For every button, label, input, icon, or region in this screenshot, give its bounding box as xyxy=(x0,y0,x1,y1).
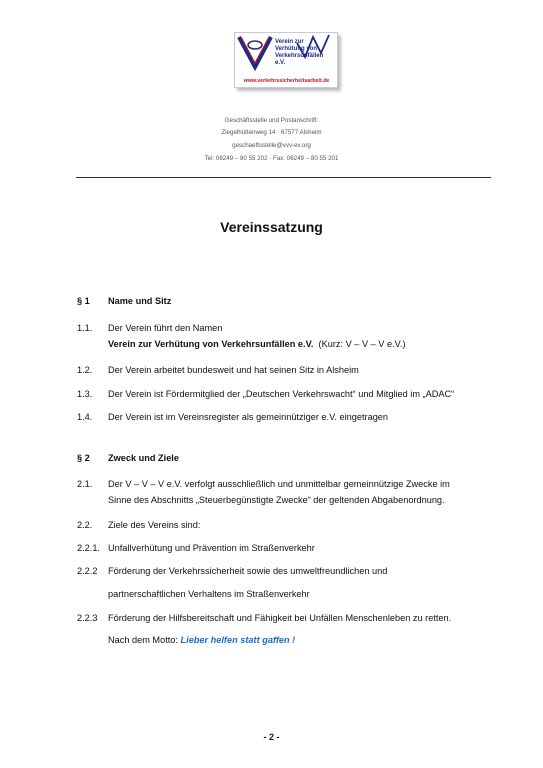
logo-line-3: Verkehrsunfällen e.V. xyxy=(275,53,324,66)
item-1-4-text: Der Verein ist im Vereinsregister als gemeinnütziger e.V. eingetragen xyxy=(108,412,389,422)
item-1-1-name-line xyxy=(108,339,406,349)
section-2-heading: Zweck und Ziele xyxy=(108,453,179,463)
motto-label: Nach dem Motto: xyxy=(108,635,178,645)
item-2-1-line-1: Der V – V – V e.V. verfolgt ausschließlich und unmittelbar gemeinnützige Zwecke im xyxy=(108,479,450,489)
item-2-1-line-2: Sinne des Abschnitts „Steuerbegünstigte Zwecke“ der geltenden Abgabenordnung. xyxy=(108,495,445,505)
logo-line-2: Verhütung von xyxy=(275,46,317,52)
item-2-1-number: 2.1. xyxy=(77,479,93,489)
item-1-2-number: 1.2. xyxy=(77,365,93,375)
page-number: - 2 - xyxy=(263,732,280,742)
item-2-2-1-number: 2.2.1. xyxy=(77,543,100,553)
item-1-4-number: 1.4. xyxy=(77,412,93,422)
logo-url: www.verkehrssicherheitsarbeit.de xyxy=(243,78,330,84)
item-1-3-text: Der Verein ist Fördermitglied der „Deutschen Verkehrswacht“ und Mitglied im „ADAC“ xyxy=(108,389,455,399)
item-2-2-3-text: Förderung der Hilfsbereitschaft und Fähigkeit bei Unfällen Menschenleben zu retten. xyxy=(108,613,452,623)
document-title: Vereinssatzung xyxy=(220,219,323,235)
association-name: Verein zur Verhütung von Verkehrsunfällen e.V. xyxy=(108,339,314,349)
item-2-2-text: Ziele des Vereins sind: xyxy=(108,520,201,530)
header-divider xyxy=(76,177,491,178)
section-1-number: § 1 xyxy=(77,296,90,306)
item-2-2-2-line-1: Förderung der Verkehrssicherheit sowie des umweltfreundlichen und xyxy=(108,566,388,576)
section-1-heading: Name und Sitz xyxy=(108,296,172,306)
item-2-2-2-number: 2.2.2 xyxy=(77,566,98,576)
item-2-2-1-text: Unfallverhütung und Prävention im Straßenverkehr xyxy=(108,543,315,553)
address-street: Ziegelhüttenweg 14 · 67577 Alsheim xyxy=(221,129,322,136)
logo-line-1: Verein zur xyxy=(275,39,304,45)
item-2-2-number: 2.2. xyxy=(77,520,93,530)
section-2-number: § 2 xyxy=(77,453,90,463)
address-phone: Tel: 06249 – 80 55 202 · Fax: 06249 – 80 55 201 xyxy=(204,155,339,162)
logo-name xyxy=(275,39,335,67)
item-2-2-2-line-2: partnerschaftlichen Verhaltens im Straßenverkehr xyxy=(108,589,310,599)
item-1-3-number: 1.3. xyxy=(77,389,93,399)
item-2-2-3-number: 2.2.3 xyxy=(77,613,98,623)
association-short-name: (Kurz: V – V – V e.V.) xyxy=(318,339,406,349)
address-office: Geschäftsstelle und Postanschrift: xyxy=(224,117,319,124)
motto-line xyxy=(108,635,295,645)
item-1-2-text: Der Verein arbeitet bundesweit und hat seinen Sitz in Alsheim xyxy=(108,365,359,375)
organization-logo xyxy=(234,32,338,88)
item-1-1-text: Der Verein führt den Namen xyxy=(108,323,223,333)
item-1-1-number: 1.1. xyxy=(77,323,93,333)
motto-text: Lieber helfen statt gaffen ! xyxy=(180,635,296,645)
address-email: geschaeftsstelle@vvv-ev.org xyxy=(232,142,311,149)
